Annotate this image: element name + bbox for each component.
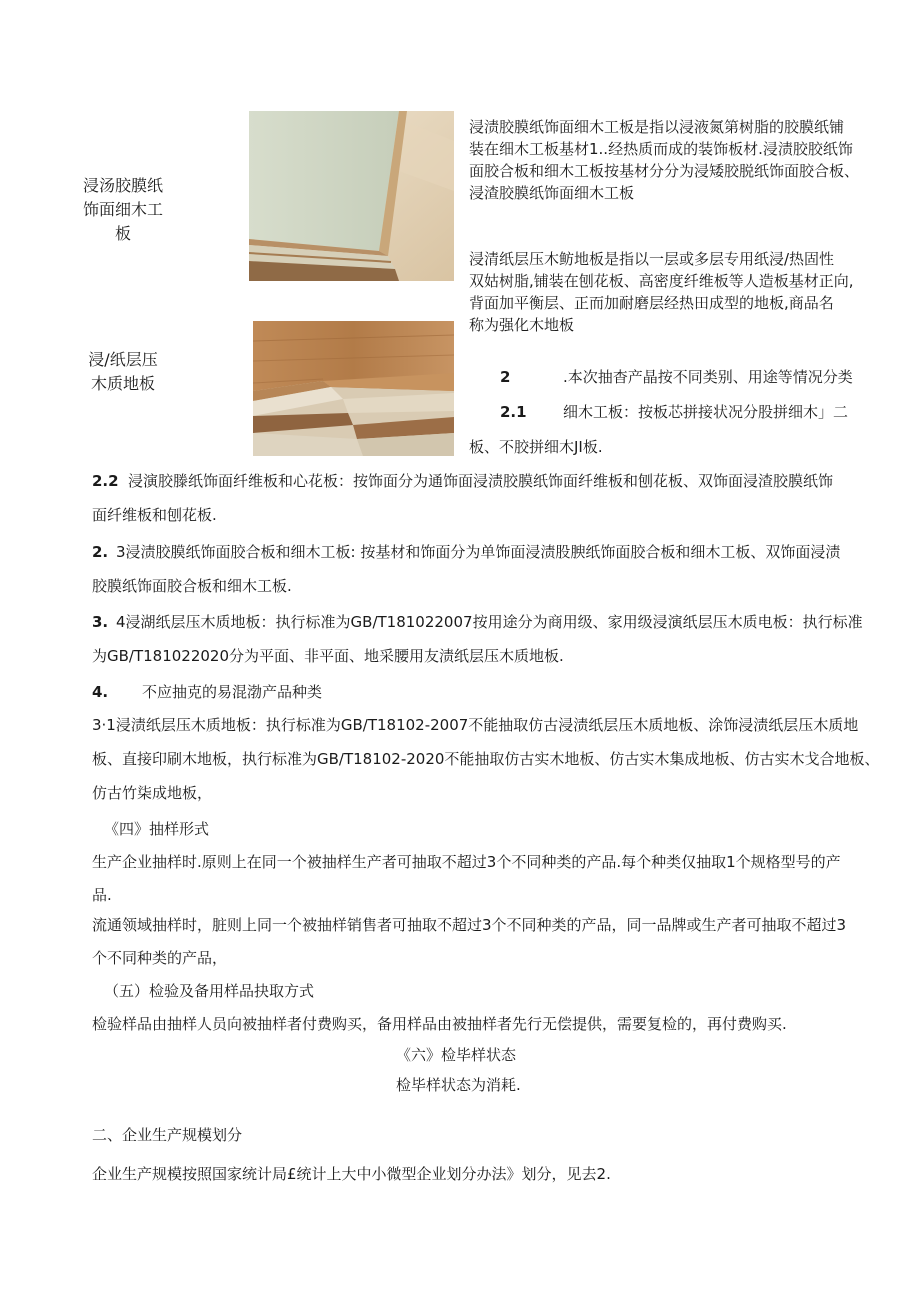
section-2-4-text: 4浸湖纸层压木质地板：执行标准为GB/T181022007按用途分为商用级、家用级浸演纸层压木质电板：执行标准 (116, 613, 863, 631)
section-2-1-text: 细木工板：按板芯拼接状况分股拼细木」二 (563, 403, 849, 421)
sample-acquisition-text: 检验样品由抽样人员向被抽样者付费购买，备用样品由被抽样者先行无偿提供，需要复检的，再付费购买. (92, 1015, 787, 1033)
producer-sampling-text: 生产企业抽样时.原则上在同一个被抽样生产者可抽取不超过3个不同种类的产品.每个种类仅抽取1个规格型号的产 (92, 853, 841, 871)
section-3-1-text: 3·1浸渍纸层压木质地板：执行标准为GB/T18102-2007不能抽取仿古浸渍纸层压木质地板、涂饰浸渍纸层压木质地 (92, 716, 859, 734)
blockboard-desc-line-1: 浸渍胶膜纸饰面细木工板是指以浸液氮第树脂的胶膜纸铺 (469, 118, 845, 136)
laminate-desc-line-2: 双姑树脂,铺装在刨花板、高密度纤维板等人造板基材正向, (469, 272, 854, 290)
veneer-blockboard-photo (249, 111, 454, 281)
section-2-3-number: 2. (92, 543, 109, 561)
laminate-desc-line-1: 浸清纸层压木鲂地板是指以一层或多层专用纸浸/热固性 (469, 250, 835, 268)
section-2-2-number: 2.2 (92, 472, 119, 490)
section-2-3-continuation: 胶膜纸饰面胶合板和细木工板. (92, 577, 292, 595)
circulation-sampling-text: 流通领域抽样时，脏则上同一个被抽样销售者可抽取不超过3个不同种类的产品，同一品牌或生产者可抽取不超过3 (92, 916, 847, 934)
section-2-2-text: 浸演胶滕纸饰面纤维板和心花板：按饰面分为通饰面浸渍胶膜纸饰面纤维板和刨花板、双饰面浸渣胶膜纸饰 (128, 472, 834, 490)
laminate-desc-line-3: 背面加平衡层、正而加耐磨层经热田成型的地板,商品名 (469, 294, 834, 312)
section-2-4-number: 3. (92, 613, 109, 631)
heading-enterprise-scale: 二、企业生产规模划分 (92, 1126, 243, 1144)
heading-sampling-form: 《四》抽样形式 (104, 820, 210, 838)
section-2-4-continuation: 为GB/T181022020分为平面、非平面、地采腰用友渍纸层压木质地板. (92, 647, 564, 665)
blockboard-desc-line-3: 面胶合板和细木工板按基材分分为浸矮胶脱纸饰面胶合板、 (469, 162, 860, 180)
heading-sample-acquisition: （五）检验及备用样品抉取方式 (104, 982, 315, 1000)
section-3-1-continuation-2: 仿古竹柒成地板， (92, 784, 213, 802)
circulation-sampling-continuation: 个不同种类的产品， (92, 949, 228, 967)
product-label-blockboard: 浸汤胶膜纸饰面细木工板 (82, 176, 163, 243)
section-4-number: 4. (92, 683, 109, 701)
section-4-heading: 不应抽克的易混渤产品种类 (142, 683, 323, 701)
heading-sample-state: 《六》检毕样状态 (396, 1046, 517, 1064)
section-2-2-continuation: 面纤维板和刨花板. (92, 506, 217, 524)
section-3-1-continuation-1: 板、直接印刷木地板，执行标准为GB/T18102-2020不能抽取仿古实木地板、仿古实木集成地板、仿古实木戈合地板、 (92, 750, 880, 768)
section-2-1-continuation: 板、不胶拼细木JI板. (469, 438, 603, 456)
enterprise-scale-text: 企业生产规模按照国家统计局£统计上大中小微型企业划分办法》划分，见去2. (92, 1165, 611, 1183)
producer-sampling-continuation: 品. (92, 886, 112, 904)
section-2-text: .本次抽杳产晶按不同类别、用途等情况分类 (563, 368, 853, 386)
blockboard-desc-line-2: 装在细木工板基材1..经热质而成的装饰板材.浸渍胶胶纸饰 (469, 140, 853, 158)
section-2-number: 2 (500, 368, 511, 386)
section-2-1-number: 2.1 (500, 403, 527, 421)
laminate-desc-line-4: 称为强化木地板 (469, 316, 575, 334)
laminate-flooring-photo (253, 321, 454, 456)
product-label-laminate: 浸/纸层压木质地板 (88, 350, 158, 393)
blockboard-desc-line-4: 浸渣胶膜纸饰面细木工板 (469, 184, 635, 202)
section-2-3-text: 3浸渍胶膜纸饰面胶合板和细木工板: 按基材和饰面分为单饰面浸渍股腴纸饰面胶合板和细木工板、双饰面浸渍 (116, 543, 841, 561)
sample-state-text: 检毕样状态为消耗. (396, 1076, 521, 1094)
